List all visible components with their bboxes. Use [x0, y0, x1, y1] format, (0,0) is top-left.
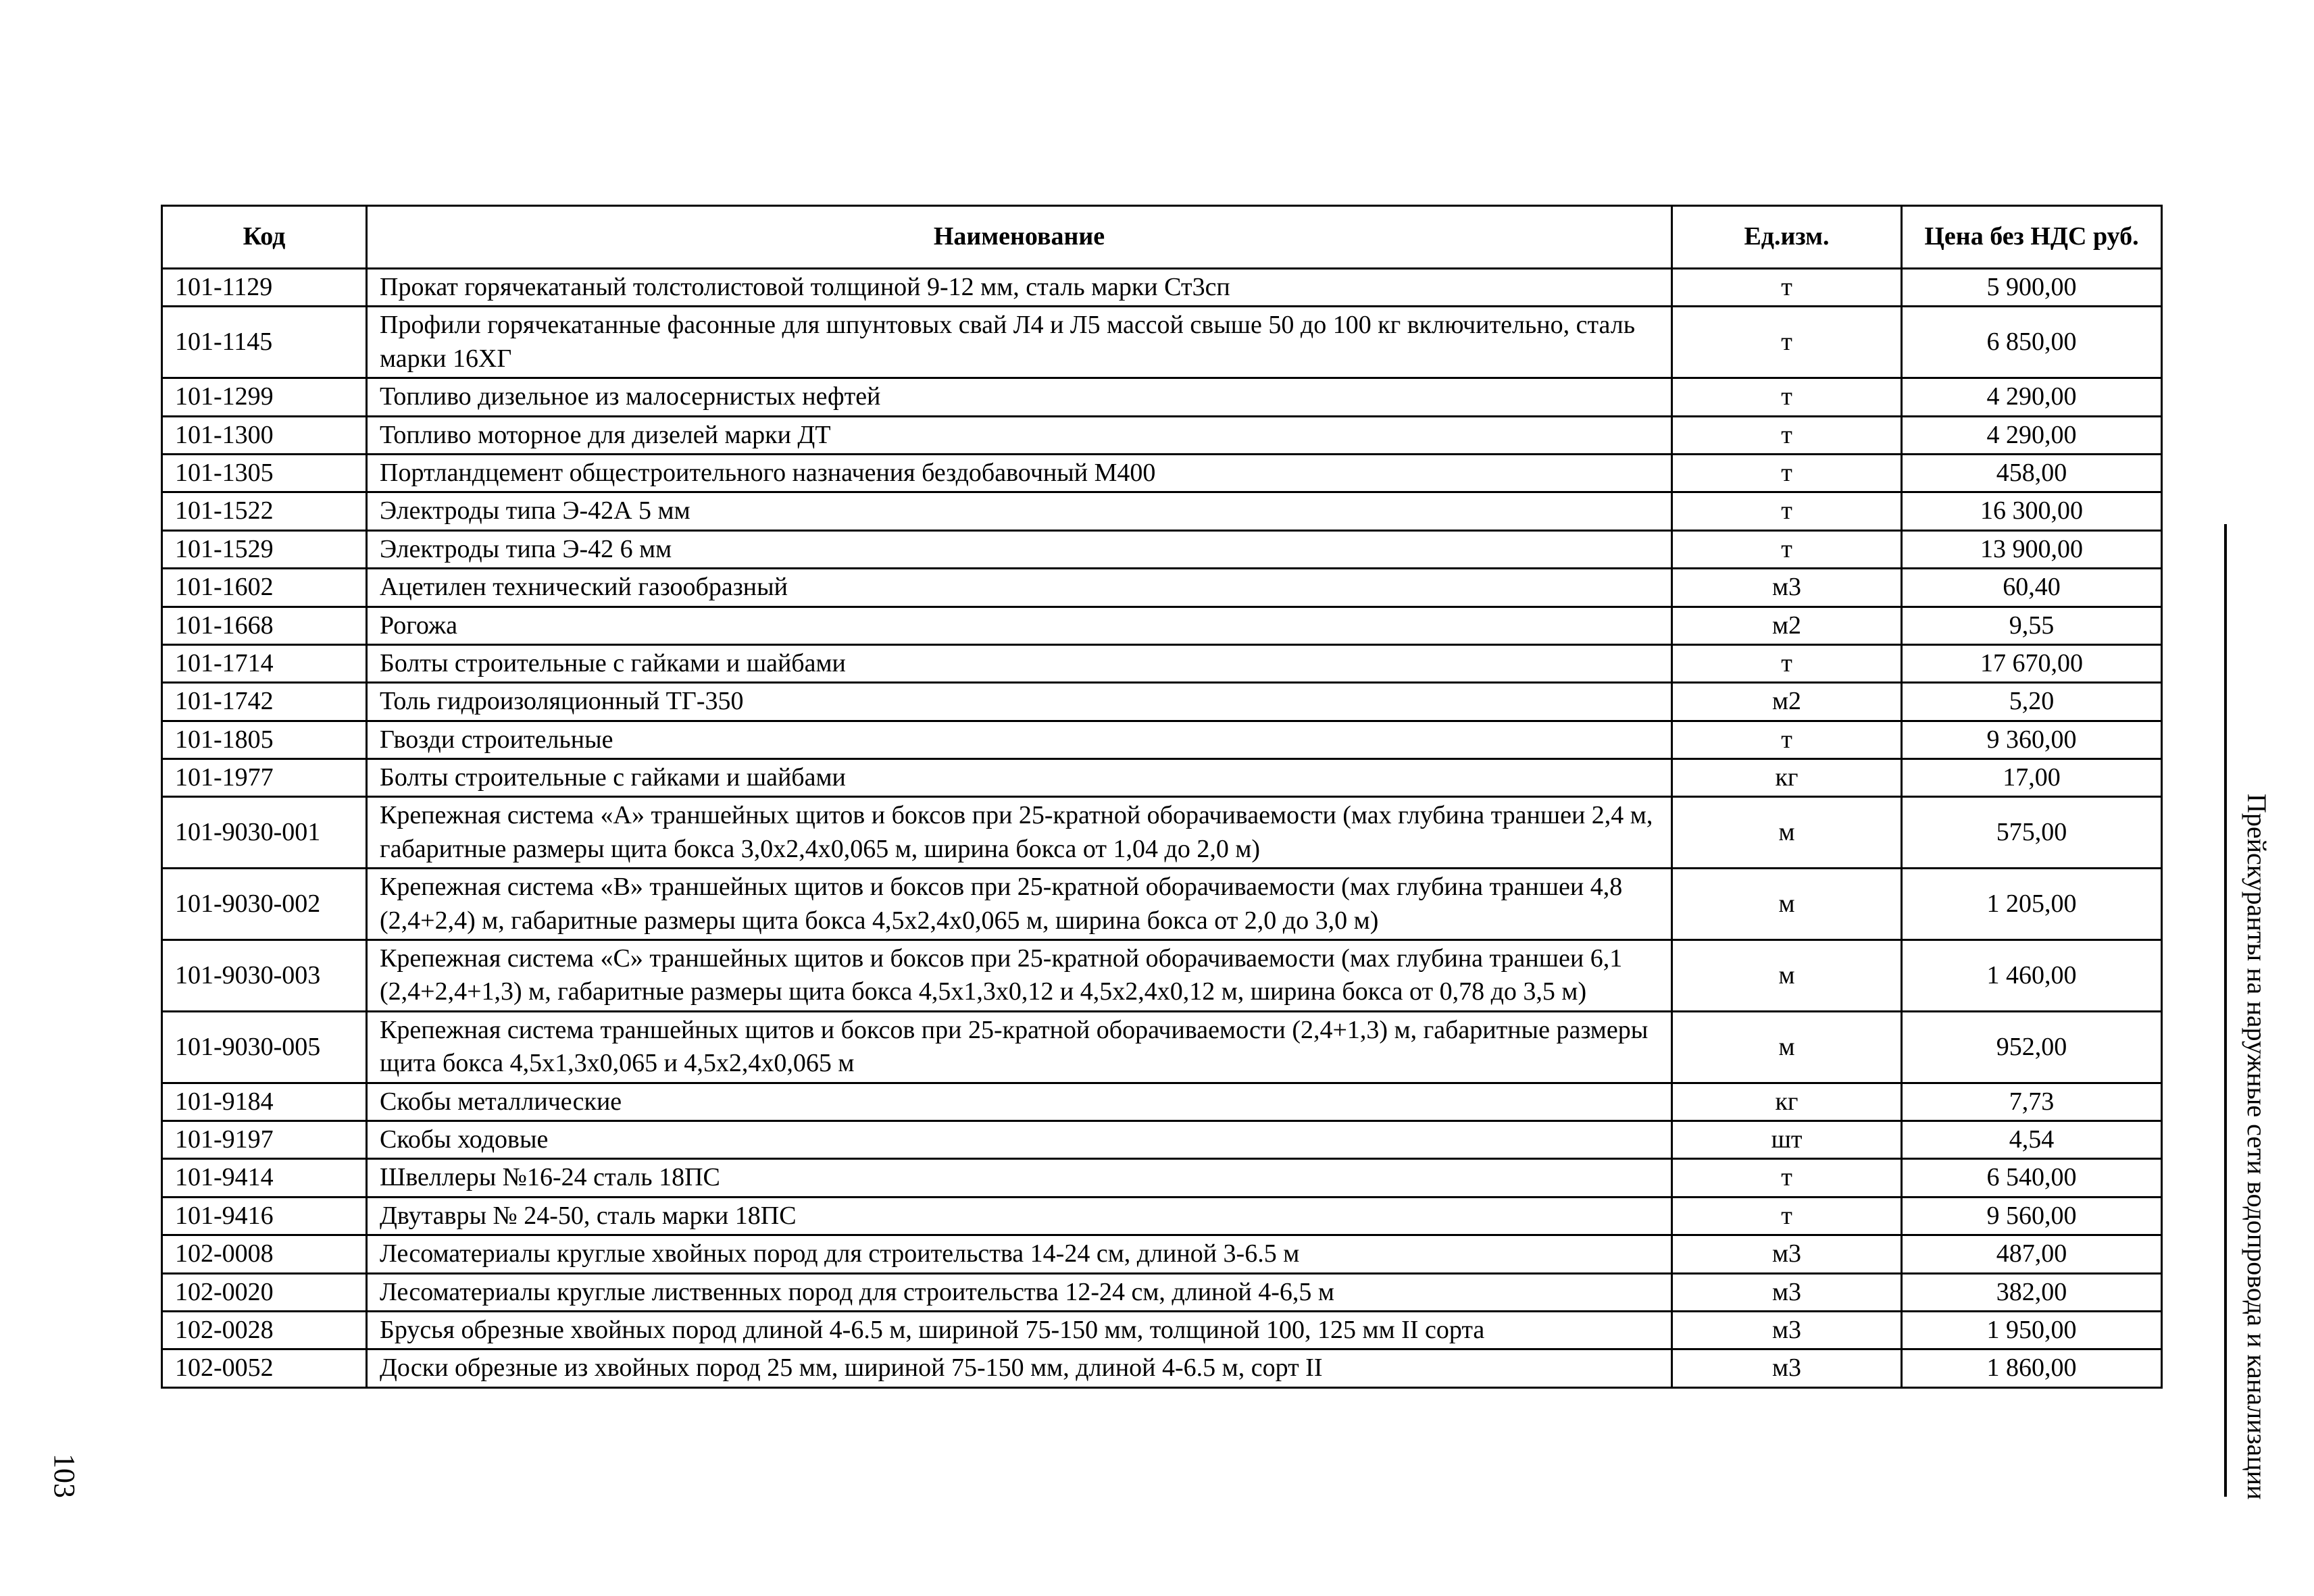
cell-price: 60,40	[1902, 569, 2162, 607]
cell-price: 458,00	[1902, 454, 2162, 492]
cell-name: Электроды типа Э-42А 5 мм	[367, 492, 1672, 530]
cell-unit: т	[1672, 416, 1902, 454]
cell-name: Брусья обрезные хвойных пород длиной 4-6.5 м, шириной 75-150 мм, толщиной 100, 125 мм II сорта	[367, 1311, 1672, 1349]
cell-price: 7,73	[1902, 1083, 2162, 1121]
cell-code: 101-9030-002	[162, 869, 367, 940]
cell-name: Крепежная система «А» траншейных щитов и боксов при 25-кратной оборачиваемости (мах глубина траншеи 2,4 м, габаритные размеры щита бокса 3,0х2,4х0,065 м, ширина бокса от 1,04 до 2,0 м)	[367, 797, 1672, 869]
table-row	[162, 1011, 2162, 1083]
cell-price: 17,00	[1902, 759, 2162, 797]
cell-price: 4 290,00	[1902, 416, 2162, 454]
table-row	[162, 607, 2162, 644]
cell-code: 101-1668	[162, 607, 367, 644]
table-row	[162, 1121, 2162, 1158]
cell-price: 9,55	[1902, 607, 2162, 644]
cell-unit: кг	[1672, 1083, 1902, 1121]
table-row	[162, 759, 2162, 797]
cell-unit: т	[1672, 1159, 1902, 1197]
cell-unit: м3	[1672, 1273, 1902, 1311]
cell-price: 382,00	[1902, 1273, 2162, 1311]
cell-unit: м	[1672, 797, 1902, 869]
cell-code: 102-0028	[162, 1311, 367, 1349]
cell-price: 9 360,00	[1902, 721, 2162, 758]
side-divider-line	[2224, 524, 2227, 1497]
table-row	[162, 940, 2162, 1012]
cell-name: Болты строительные с гайками и шайбами	[367, 759, 1672, 797]
cell-name: Болты строительные с гайками и шайбами	[367, 644, 1672, 682]
cell-name: Гвозди строительные	[367, 721, 1672, 758]
cell-name: Доски обрезные из хвойных пород 25 мм, шириной 75-150 мм, длиной 4-6.5 м, сорт II	[367, 1349, 1672, 1387]
table-row	[162, 1083, 2162, 1121]
side-running-title: Прейскуранты на наружные сети водопровода и канализации	[2242, 793, 2272, 1499]
table-row	[162, 644, 2162, 682]
table-row	[162, 1159, 2162, 1197]
table-row	[162, 492, 2162, 530]
cell-price: 1 860,00	[1902, 1349, 2162, 1387]
cell-unit: м2	[1672, 683, 1902, 721]
cell-code: 101-1305	[162, 454, 367, 492]
table-row	[162, 416, 2162, 454]
cell-name: Лесоматериалы круглые лиственных пород для строительства 12-24 см, длиной 4-6,5 м	[367, 1273, 1672, 1311]
cell-price: 13 900,00	[1902, 530, 2162, 568]
cell-unit: м3	[1672, 569, 1902, 607]
cell-code: 101-1602	[162, 569, 367, 607]
cell-code: 101-9414	[162, 1159, 367, 1197]
cell-code: 101-1529	[162, 530, 367, 568]
cell-code: 101-1299	[162, 378, 367, 416]
cell-name: Крепежная система «С» траншейных щитов и боксов при 25-кратной оборачиваемости (мах глубина траншеи 6,1 (2,4+2,4+1,3) м, габаритные размеры щита бокса 4,5х1,3х0,12 и 4,5х2,4х0,12 м, ширина бокса от 0,78 до 3,5 м)	[367, 940, 1672, 1012]
cell-price: 4,54	[1902, 1121, 2162, 1158]
table-header-row	[162, 206, 2162, 269]
table-row	[162, 307, 2162, 378]
cell-code: 102-0008	[162, 1235, 367, 1273]
cell-unit: т	[1672, 721, 1902, 758]
cell-name: Двутавры № 24-50, сталь марки 18ПС	[367, 1197, 1672, 1235]
table-row	[162, 1311, 2162, 1349]
cell-unit: м	[1672, 940, 1902, 1012]
cell-code: 101-9197	[162, 1121, 367, 1158]
cell-price: 5,20	[1902, 683, 2162, 721]
cell-code: 101-1129	[162, 269, 367, 307]
cell-code: 101-1300	[162, 416, 367, 454]
cell-price: 4 290,00	[1902, 378, 2162, 416]
cell-name: Ацетилен технический газообразный	[367, 569, 1672, 607]
cell-code: 101-1977	[162, 759, 367, 797]
table-row	[162, 797, 2162, 869]
cell-unit: т	[1672, 530, 1902, 568]
table-row	[162, 1349, 2162, 1387]
cell-name: Скобы ходовые	[367, 1121, 1672, 1158]
cell-unit: т	[1672, 492, 1902, 530]
cell-price: 1 460,00	[1902, 940, 2162, 1012]
cell-code: 102-0020	[162, 1273, 367, 1311]
table-row	[162, 569, 2162, 607]
cell-price: 6 850,00	[1902, 307, 2162, 378]
cell-code: 101-1714	[162, 644, 367, 682]
cell-name: Портландцемент общестроительного назначения бездобавочный М400	[367, 454, 1672, 492]
cell-unit: т	[1672, 307, 1902, 378]
table-row	[162, 683, 2162, 721]
cell-code: 101-1742	[162, 683, 367, 721]
cell-name: Электроды типа Э-42 6 мм	[367, 530, 1672, 568]
header-unit: Ед.изм.	[1672, 206, 1902, 269]
table-row	[162, 1235, 2162, 1273]
cell-price: 5 900,00	[1902, 269, 2162, 307]
cell-price: 952,00	[1902, 1011, 2162, 1083]
cell-price: 1 950,00	[1902, 1311, 2162, 1349]
cell-price: 9 560,00	[1902, 1197, 2162, 1235]
cell-price: 575,00	[1902, 797, 2162, 869]
cell-name: Толь гидроизоляционный ТГ-350	[367, 683, 1672, 721]
cell-code: 101-9030-003	[162, 940, 367, 1012]
table-row	[162, 454, 2162, 492]
cell-unit: м3	[1672, 1311, 1902, 1349]
cell-unit: шт	[1672, 1121, 1902, 1158]
cell-name: Профили горячекатанные фасонные для шпунтовых свай Л4 и Л5 массой свыше 50 до 100 кг включительно, сталь марки 16ХГ	[367, 307, 1672, 378]
cell-name: Топливо дизельное из малосернистых нефтей	[367, 378, 1672, 416]
cell-code: 101-1805	[162, 721, 367, 758]
cell-unit: м3	[1672, 1349, 1902, 1387]
cell-price: 17 670,00	[1902, 644, 2162, 682]
cell-name: Крепежная система «В» траншейных щитов и боксов при 25-кратной оборачиваемости (мах глубина траншеи 4,8 (2,4+2,4) м, габаритные размеры щита бокса 4,5х2,4х0,065 м, ширина бокса от 2,0 до 3,0 м)	[367, 869, 1672, 940]
cell-code: 101-1145	[162, 307, 367, 378]
table-row	[162, 1273, 2162, 1311]
price-table	[161, 205, 2163, 1389]
header-code: Код	[162, 206, 367, 269]
cell-code: 101-9416	[162, 1197, 367, 1235]
cell-unit: м2	[1672, 607, 1902, 644]
cell-unit: т	[1672, 378, 1902, 416]
header-price: Цена без НДС руб.	[1902, 206, 2162, 269]
cell-unit: т	[1672, 454, 1902, 492]
cell-unit: кг	[1672, 759, 1902, 797]
cell-code: 101-1522	[162, 492, 367, 530]
cell-code: 101-9030-005	[162, 1011, 367, 1083]
cell-unit: т	[1672, 269, 1902, 307]
cell-name: Крепежная система траншейных щитов и боксов при 25-кратной оборачиваемости (2,4+1,3) м, габаритные размеры щита бокса 4,5х1,3х0,065 и 4,5х2,4х0,065 м	[367, 1011, 1672, 1083]
cell-name: Рогожа	[367, 607, 1672, 644]
cell-price: 1 205,00	[1902, 869, 2162, 940]
cell-price: 6 540,00	[1902, 1159, 2162, 1197]
cell-price: 16 300,00	[1902, 492, 2162, 530]
cell-code: 102-0052	[162, 1349, 367, 1387]
table-row	[162, 530, 2162, 568]
table-row	[162, 269, 2162, 307]
cell-code: 101-9184	[162, 1083, 367, 1121]
cell-name: Лесоматериалы круглые хвойных пород для строительства 14-24 см, длиной 3-6.5 м	[367, 1235, 1672, 1273]
cell-name: Прокат горячекатаный толстолистовой толщиной 9-12 мм, сталь марки Ст3сп	[367, 269, 1672, 307]
cell-unit: м	[1672, 869, 1902, 940]
table-row	[162, 869, 2162, 940]
cell-unit: т	[1672, 644, 1902, 682]
cell-unit: т	[1672, 1197, 1902, 1235]
table-row	[162, 378, 2162, 416]
cell-name: Скобы металлические	[367, 1083, 1672, 1121]
page-number: 103	[48, 1453, 81, 1498]
table-row	[162, 721, 2162, 758]
cell-unit: м	[1672, 1011, 1902, 1083]
cell-price: 487,00	[1902, 1235, 2162, 1273]
cell-unit: м3	[1672, 1235, 1902, 1273]
cell-name: Швеллеры №16-24 сталь 18ПС	[367, 1159, 1672, 1197]
cell-name: Топливо моторное для дизелей марки ДТ	[367, 416, 1672, 454]
table-row	[162, 1197, 2162, 1235]
cell-code: 101-9030-001	[162, 797, 367, 869]
header-name: Наименование	[367, 206, 1672, 269]
